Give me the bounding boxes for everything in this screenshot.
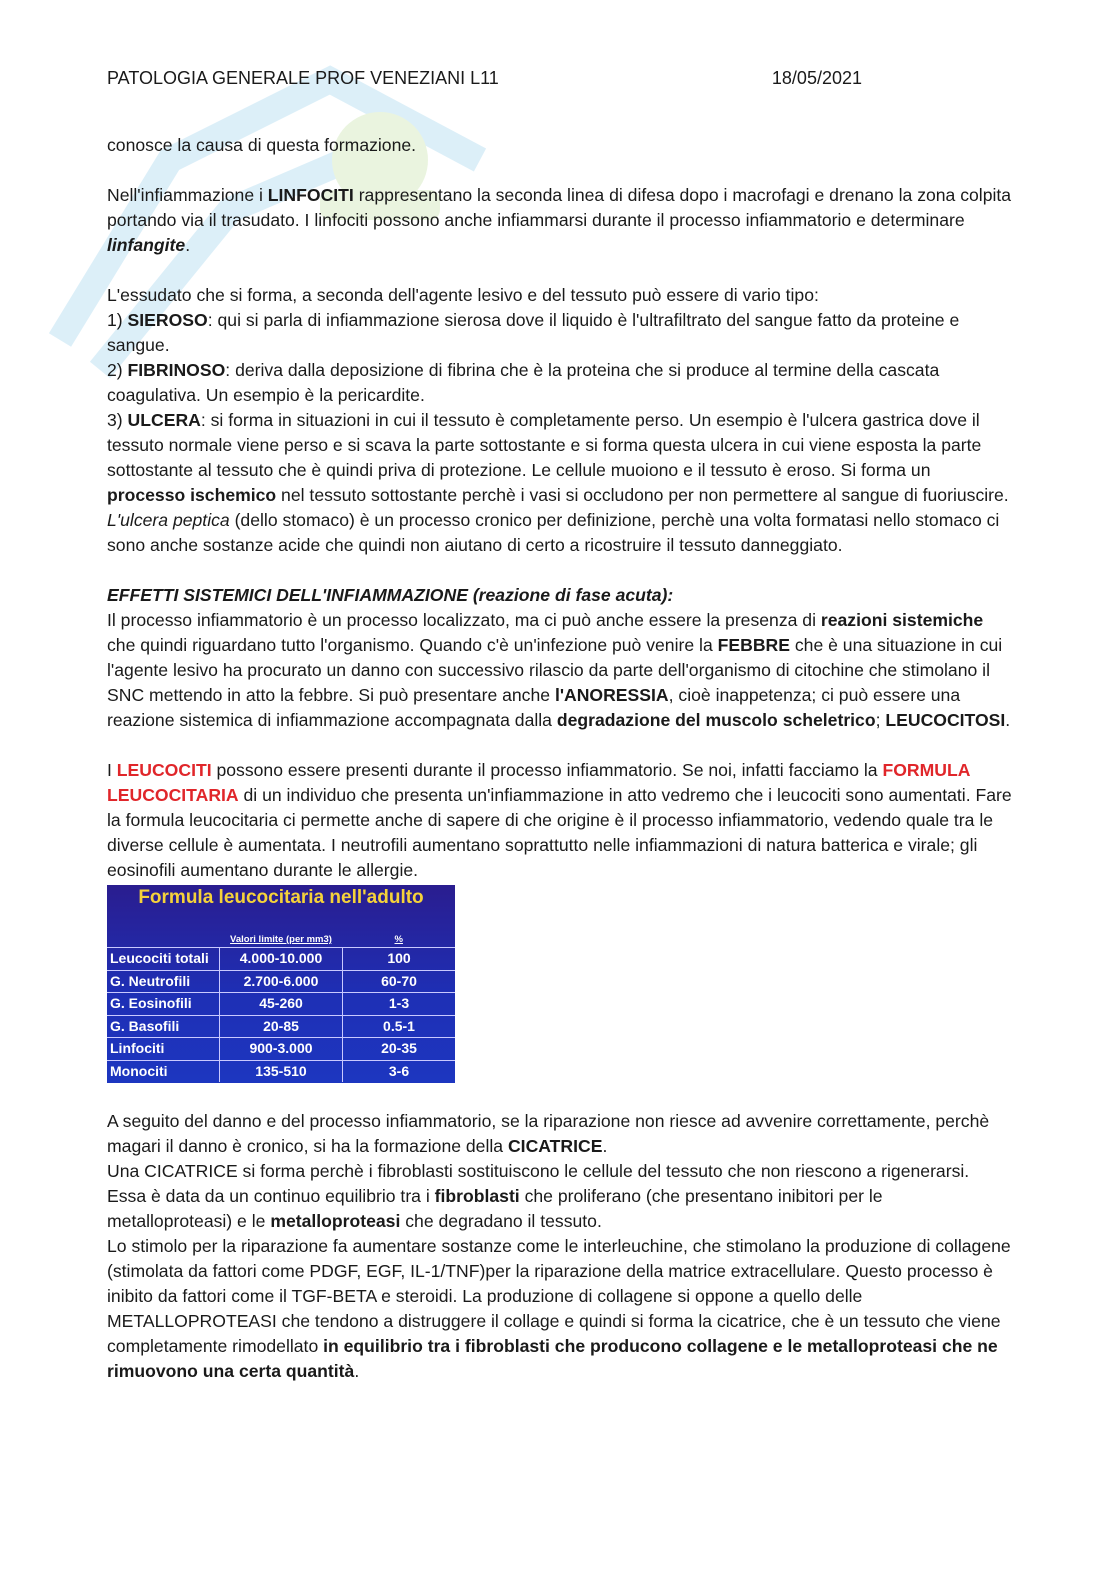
- term-sieroso: SIEROSO: [127, 310, 208, 330]
- table-row: G. Eosinofili 45-260 1-3: [107, 993, 455, 1016]
- essudato-intro: L'essudato che si forma, a seconda dell'agente lesivo e del tessuto può essere di vario tipo:: [107, 285, 819, 305]
- section-heading-effetti-sistemici: EFFETTI SISTEMICI DELL'INFIAMMAZIONE (reazione di fase acuta):: [107, 585, 674, 605]
- paragraph-leucociti: I LEUCOCITI possono essere presenti durante il processo infiammatorio. Se noi, infatti facciamo la FORMULA LEUCOCITARIA di un individuo che presenta un'infiammazione in atto vedremo che i leucociti sono aumentati. Fare la formula leucocitaria ci permette anche di sapere di che origine è il processo infiammatorio, vedendo quale tra le diverse cellule è aumentata. I neutrofili aumentano soprattutto nelle infiammazioni di natura batterica e virale; gli eosinofili aumentano durante le allergie.: [107, 760, 1012, 880]
- page-header: [107, 68, 862, 89]
- leukocyte-formula-table-image: [107, 885, 455, 1083]
- term-processo-ischemico: processo ischemico: [107, 485, 277, 505]
- term-anoressia: l'ANORESSIA: [554, 685, 669, 705]
- paragraph-effetti-sistemici: EFFETTI SISTEMICI DELL'INFIAMMAZIONE (reazione di fase acuta): Il processo infiammatorio è un processo localizzato, ma ci può anche essere la presenza di reazioni sistemiche che quindi riguardano tutto l'organismo. Quando c'è un'infezione può venire la FEBBRE che è una situazione in cui l'agente lesivo ha procurato un danno con successivo rilascio da parte dell'organismo di citochine che stimolano il SNC mettendo in atto la febbre. Si può presentare anche l'ANORESSIA, cioè inappetenza; ci può essere una reazione sistemica di infiammazione accompagnata dalla degradazione del muscolo scheletrico; LEUCOCITOSI.: [107, 585, 1011, 730]
- term-linfociti: LINFOCITI: [267, 185, 354, 205]
- term-leucocitosi: LEUCOCITOSI: [885, 710, 1006, 730]
- paragraph-continuation: conosce la causa di questa formazione.: [107, 135, 417, 155]
- paragraph-linfociti: Nell'infiammazione i LINFOCITI rappresentano la seconda linea di difesa dopo i macrofagi e drenano la zona colpita portando via il trasudato. I linfociti possono anche infiammarsi durante il processo infiammatorio e determinare linfangite.: [107, 185, 1012, 255]
- term-fibroblasti: fibroblasti: [434, 1186, 520, 1206]
- term-ulcera-peptica: L'ulcera peptica: [107, 510, 230, 530]
- term-linfangite: linfangite: [107, 235, 186, 255]
- leukocyte-formula-table: [107, 933, 455, 1082]
- term-formula-leucocitaria: FORMULA LEUCOCITARIA: [107, 760, 970, 805]
- table-row: G. Basofili 20-85 0.5-1: [107, 1015, 455, 1038]
- table-header: Valori limite (per mm3): [230, 934, 332, 945]
- table-row: Monociti 135-510 3-6: [107, 1060, 455, 1082]
- term-febbre: FEBBRE: [717, 635, 790, 655]
- table-title: Formula leucocitaria nell'adulto: [138, 887, 424, 908]
- table-row: Linfociti 900-3.000 20-35: [107, 1038, 455, 1061]
- paragraph-cicatrice: A seguito del danno e del processo infiammatorio, se la riparazione non riesce ad avvenire correttamente, perchè magari il danno è cronico, si ha la formazione della CICATRICE. Una CICATRICE si forma perchè i fibroblasti sostituiscono le cellule del tessuto che non riescono a rigenerarsi. Essa è data da un continuo equilibrio tra i fibroblasti che proliferano (che presentano inibitori per le metalloproteasi) e le metalloproteasi che degradano il tessuto. Lo stimolo per la riparazione fa aumentare sostanze come le interleuchine, che stimolano la produzione di collagene (stimolata da fattori come PDGF, EGF, IL-1/TNF)per la riparazione della matrice extracellulare. Questo processo è inibito da fattori come il TGF-BETA e steroidi. La produzione di collagene si oppone a quello delle METALLOPROTEASI che tendono a distruggere il collage e quindi si forma la cicatrice, che è un tessuto che viene completamente rimodellato in equilibrio tra i fibroblasti che producono collagene e le metalloproteasi che ne rimuovono una certa quantità.: [107, 1111, 1011, 1381]
- header-date: 18/05/2021: [771, 68, 862, 88]
- table-header: [107, 933, 220, 948]
- term-metalloproteasi: metalloproteasi: [270, 1211, 401, 1231]
- term-cicatrice: CICATRICE: [507, 1136, 603, 1156]
- term-leucociti: LEUCOCITI: [116, 760, 212, 780]
- term-ulcera: ULCERA: [127, 410, 201, 430]
- header-title: PATOLOGIA GENERALE PROF VENEZIANI L11: [107, 68, 499, 88]
- table-row: Leucociti totali 4.000-10.000 100: [107, 948, 455, 971]
- term-fibrinoso: FIBRINOSO: [127, 360, 226, 380]
- document-body: [107, 133, 1012, 1409]
- paragraph-essudato: L'essudato che si forma, a seconda dell'agente lesivo e del tessuto può essere di vario tipo: 1) SIEROSO: qui si parla di infiammazione sierosa dove il liquido è l'ultrafiltrato del sangue fatto da proteine e sangue. 2) FIBRINOSO: deriva dalla deposizione di fibrina che è la proteina che si produce al termine della cascata coagulativa. Un esempio è la pericardite. 3) ULCERA: si forma in situazioni in cui il tessuto è completamente perso. Un esempio è l'ulcera gastrica dove il tessuto normale viene perso e si scava la parte sottostante e si forma questa ulcera in cui viene esposta la parte sottostante al tessuto che è quindi priva di protezione. Le cellule muoiono e il tessuto è eroso. Si forma un processo ischemico nel tessuto sottostante perchè i vasi si occludono per non permettere al sangue di fuoriuscire. L'ulcera peptica (dello stomaco) è un processo cronico per definizione, perchè una volta formatasi nello stomaco ci sono anche sostanze acide che quindi non aiutano di certo a ricostruire il tessuto danneggiato.: [107, 285, 1009, 555]
- table-row: G. Neutrofili 2.700-6.000 60-70: [107, 970, 455, 993]
- table-header: %: [394, 934, 403, 945]
